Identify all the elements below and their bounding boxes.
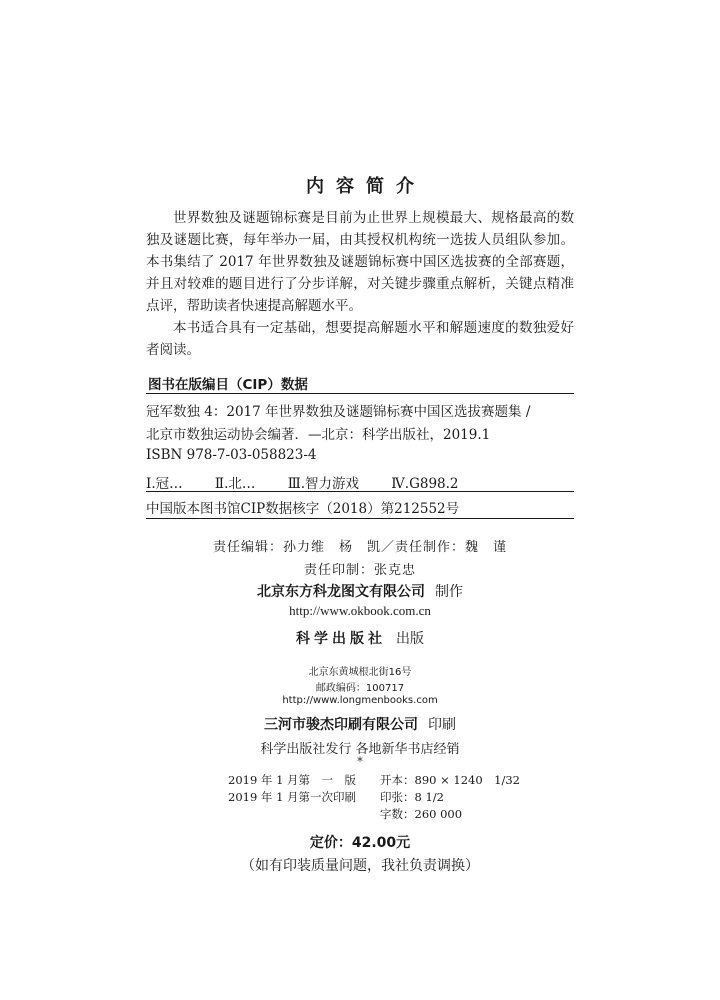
cip-title-line-2: 北京市数独运动协会编著．—北京：科学出版社，2019.1 (146, 427, 491, 443)
spec-row-words (228, 806, 520, 823)
publisher-role: 出版 (396, 631, 424, 647)
printer-line (0, 714, 720, 734)
cip-bottom-rule (146, 518, 574, 519)
intro-paragraph-2: 本书适合具有一定基础，想要提高解题水平和解题速度的数独爱好者阅读。 (146, 320, 574, 358)
intro-paragraph-1: 世界数独及谜题锦标赛是目前为止世界上规模最大、规格最高的数独及谜题比赛，每年举办一届，由其授权机构统一选拔人员组队参加。本书集结了 2017 年世界数独及谜题锦标赛中国区选拔赛的全部赛题，并且对较难的题目进行了分步详解，对关键步骤重点解析，关键点精准点评，帮助读者快速提高解题水平。 (146, 210, 574, 314)
cip-class-4: Ⅳ.G898.2 (391, 476, 459, 492)
printing: 2019 年 1 月第一次印刷 (228, 790, 357, 804)
cip-title-line-1: 冠军数独 4：2017 年世界数独及谜题锦标赛中国区选拔赛题集 / (146, 404, 531, 420)
cip-classifications (146, 472, 574, 492)
cip-class-3: Ⅲ.智力游戏 (287, 476, 359, 492)
intro-title: 内容简介 (306, 176, 426, 197)
quality-guarantee: （如有印装质量问题，我社负责调换） (241, 858, 479, 874)
publisher-address: 北京东黄城根北街16号 (308, 667, 412, 678)
distribution-line: 科学出版社发行 各地新华书店经销 (260, 742, 460, 757)
cip-top-rule (146, 393, 574, 394)
printing-editor: 责任印制：张克忠 (303, 563, 416, 578)
word-count: 字数：260 000 (380, 807, 463, 821)
format: 开本：890 × 1240 1/32 (380, 773, 520, 787)
spec-row-edition (228, 772, 520, 789)
producer-url: http://www.okbook.com.cn (289, 603, 431, 618)
producer-role: 制作 (435, 584, 463, 600)
edition-specs (228, 772, 520, 823)
cip-middle-rule (146, 491, 574, 492)
printer-name: 三河市骏杰印刷有限公司 (264, 717, 418, 733)
cip-class-1: Ⅰ.冠… (146, 476, 183, 492)
edition: 2019 年 1 月第 一 版 (228, 773, 357, 787)
cip-heading: 图书在版编目（CIP）数据 (148, 377, 308, 393)
cip-record-number: 中国版本图书馆CIP数据核字（2018）第212552号 (146, 501, 460, 517)
producer-line (0, 581, 720, 601)
printer-role: 印刷 (428, 717, 456, 733)
separator-star: * (357, 755, 363, 768)
sheets: 印张：8 1/2 (380, 790, 444, 804)
spec-row-printing (228, 789, 520, 806)
price: 定价：42.00元 (309, 835, 411, 851)
publisher-line (0, 628, 720, 648)
publisher-name: 科学出版社 (296, 631, 386, 647)
publisher-url: http://www.longmenbooks.com (282, 695, 438, 706)
responsible-editors: 责任编辑：孙力维 杨 凯／责任制作：魏 谨 (212, 540, 507, 555)
spec-spacer (228, 806, 380, 823)
cip-class-2: Ⅱ.北… (214, 476, 256, 492)
cip-isbn: ISBN 978-7-03-058823-4 (146, 447, 317, 463)
publisher-postcode: 邮政编码：100717 (315, 683, 405, 694)
producer-name: 北京东方科龙图文有限公司 (257, 584, 425, 600)
intro-body (146, 207, 574, 361)
